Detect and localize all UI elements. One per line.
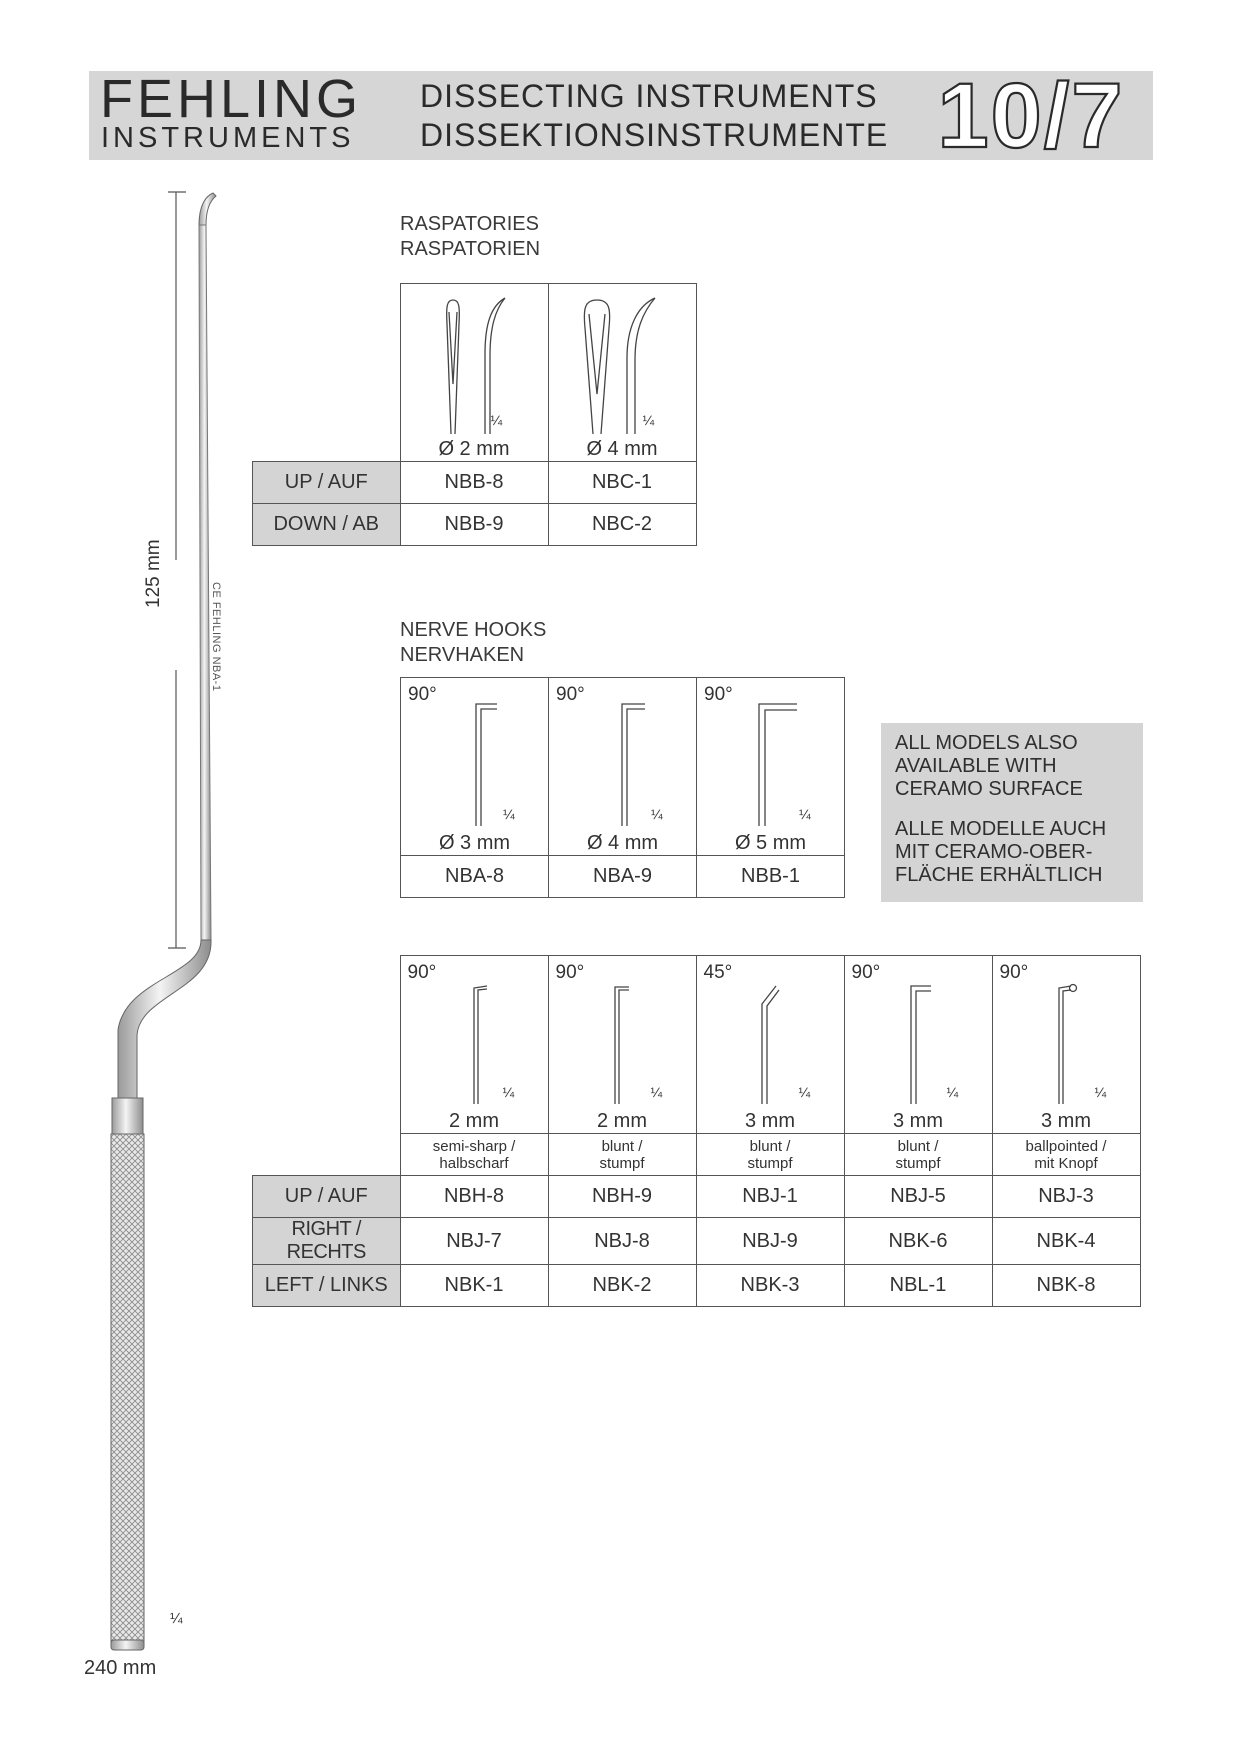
page-title-en: DISSECTING INSTRUMENTS (420, 78, 878, 114)
raspatories-table (252, 283, 697, 546)
instrument-engraving: CE FEHLING NBA-1 (210, 582, 222, 692)
brand-subtitle: INSTRUMENTS (101, 122, 355, 154)
product-code: NBJ-5 (844, 1176, 992, 1218)
product-code: NBK-4 (992, 1218, 1140, 1265)
tip-description: semi-sharp / halbscharf (400, 1134, 548, 1176)
product-code: NBJ-7 (400, 1218, 548, 1265)
product-code: NBC-2 (548, 504, 696, 546)
product-code: NBL-1 (844, 1265, 992, 1307)
product-code: NBB-9 (400, 504, 548, 546)
tip-description: blunt / stumpf (548, 1134, 696, 1176)
raspatories-title-de: RASPATORIEN (400, 238, 541, 260)
brand-name: FEHLING (100, 69, 363, 129)
row-label-right: RIGHT / RECHTS (253, 1218, 401, 1265)
note-line: CERAMO SURFACE (895, 778, 1083, 800)
hook-icon (549, 956, 696, 1134)
angle-label: 90° (408, 684, 437, 705)
angle-label: 90° (556, 684, 585, 705)
note-line: MIT CERAMO-OBER- (895, 841, 1093, 863)
raspatory-image-cell (548, 284, 696, 462)
hook-image-cell (548, 956, 696, 1134)
nerve-hook-icon (549, 678, 696, 856)
note-line: ALL MODELS ALSO (895, 732, 1078, 754)
page-title-de: DISSEKTIONSINSTRUMENTE (420, 117, 889, 153)
product-code: NBK-2 (548, 1265, 696, 1307)
product-code: NBK-6 (844, 1218, 992, 1265)
product-code: NBK-8 (992, 1265, 1140, 1307)
angle-label: 90° (851, 962, 881, 983)
product-code: NBK-3 (696, 1265, 844, 1307)
note-line: AVAILABLE WITH (895, 755, 1057, 777)
product-code: NBJ-8 (548, 1218, 696, 1265)
tip-description: blunt / stumpf (844, 1134, 992, 1176)
angle-label: 45° (703, 962, 733, 983)
hook-icon (993, 956, 1140, 1134)
note-en (895, 732, 1083, 801)
scale-label: ¼ (799, 806, 811, 822)
nerve-hook-image-cell (697, 678, 845, 856)
scale-label: ¼ (502, 1084, 515, 1100)
total-length-label: 240 mm (84, 1657, 157, 1679)
note-line: FLÄCHE ERHÄLTLICH (895, 864, 1103, 886)
main-scale-label: ¼ (170, 1610, 183, 1627)
product-code: NBJ-1 (696, 1176, 844, 1218)
nerve-hook-icon (401, 678, 548, 856)
size-label: Ø 4 mm (586, 438, 658, 460)
size-label: Ø 3 mm (438, 832, 511, 854)
row-label-up: UP / AUF (253, 462, 401, 504)
nerve-hook-image-cell (549, 678, 697, 856)
product-code: NBA-9 (549, 856, 697, 898)
angle-label: 90° (407, 962, 437, 983)
product-code: NBH-9 (548, 1176, 696, 1218)
scale-label: ¼ (503, 806, 515, 822)
raspatory-icon (401, 284, 548, 462)
size-label: 3 mm (745, 1110, 795, 1132)
row-label-left: LEFT / LINKS (253, 1265, 401, 1307)
nerve-hooks-title-de: NERVHAKEN (400, 644, 525, 666)
size-label: Ø 2 mm (438, 438, 510, 460)
note-de (895, 818, 1106, 887)
hook-icon (401, 956, 548, 1134)
scale-label: ¼ (798, 1084, 811, 1100)
product-code: NBK-1 (400, 1265, 548, 1307)
scale-label: ¼ (946, 1084, 959, 1100)
size-label: 3 mm (893, 1110, 943, 1132)
product-code: NBJ-3 (992, 1176, 1140, 1218)
scale-label: ¼ (490, 412, 503, 428)
nerve-hooks-title-en: NERVE HOOKS (400, 619, 547, 641)
product-code: NBC-1 (548, 462, 696, 504)
tip-description: blunt / stumpf (696, 1134, 844, 1176)
nerve-hook-icon (697, 678, 844, 856)
page-number (915, 68, 1147, 158)
row-label-down: DOWN / AB (253, 504, 401, 546)
scale-label: ¼ (642, 412, 655, 428)
product-code: NBB-1 (697, 856, 845, 898)
note-line: ALLE MODELLE AUCH (895, 818, 1107, 840)
hook-image-cell (844, 956, 992, 1134)
raspatory-icon (549, 284, 696, 462)
length-dimension-label: 125 mm (143, 539, 164, 608)
hook-icon (845, 956, 992, 1134)
product-code: NBB-8 (400, 462, 548, 504)
product-code: NBA-8 (401, 856, 549, 898)
hook-image-cell (400, 956, 548, 1134)
scale-label: ¼ (650, 1084, 663, 1100)
raspatories-title-en: RASPATORIES (400, 213, 539, 235)
main-instrument-drawing (90, 180, 260, 1670)
size-label: Ø 4 mm (586, 832, 659, 854)
hook-icon (697, 956, 844, 1134)
product-code: NBJ-9 (696, 1218, 844, 1265)
size-label: 2 mm (597, 1110, 647, 1132)
ceramo-note-box (881, 723, 1143, 902)
raspatory-image-cell (400, 284, 548, 462)
scale-label: ¼ (651, 806, 663, 822)
size-label: Ø 5 mm (734, 832, 807, 854)
row-label-up: UP / AUF (253, 1176, 401, 1218)
tip-description: ballpointed / mit Knopf (992, 1134, 1140, 1176)
nerve-hook-image-cell (401, 678, 549, 856)
hook-image-cell (696, 956, 844, 1134)
angle-label: 90° (999, 962, 1029, 983)
hooks-table (252, 955, 1141, 1307)
scale-label: ¼ (1094, 1084, 1107, 1100)
size-label: 3 mm (1041, 1110, 1091, 1132)
product-code: NBH-8 (400, 1176, 548, 1218)
size-label: 2 mm (449, 1110, 499, 1132)
angle-label: 90° (555, 962, 585, 983)
nerve-hooks-table (400, 677, 845, 898)
hook-image-cell (992, 956, 1140, 1134)
page-number-text: 10/7 (937, 68, 1125, 158)
angle-label: 90° (704, 684, 733, 705)
